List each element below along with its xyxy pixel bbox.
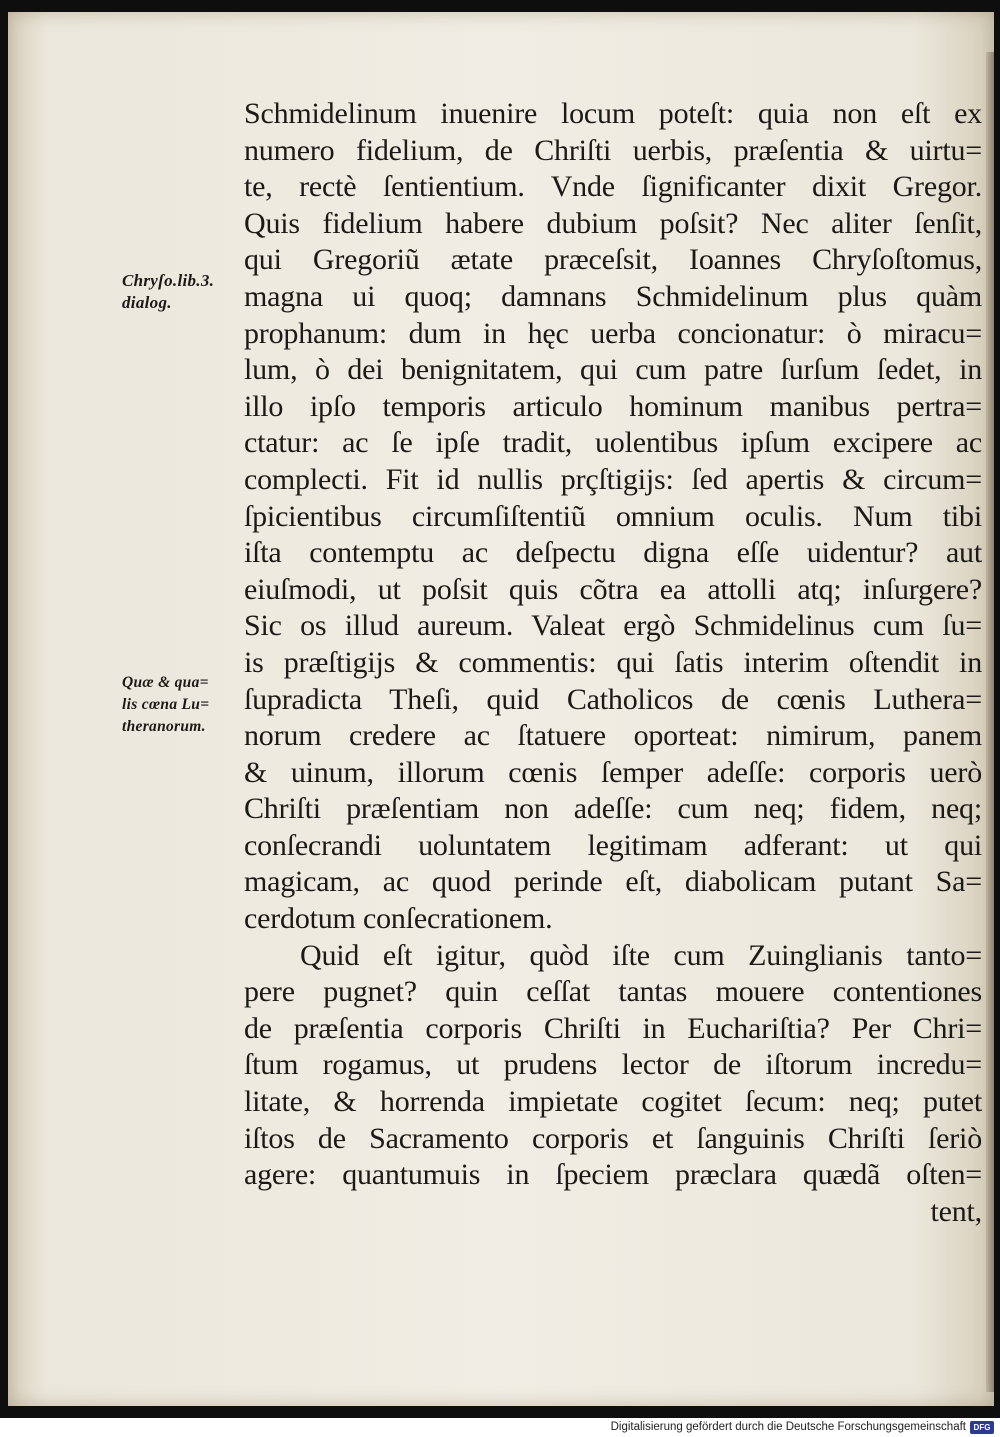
text-line-paragraph-start: Quid eſt igitur, quòd iſte cum Zuinglianis tanto= [300,938,982,972]
text-line: Schmidelinum inuenire locum poteſt: quia non eſt ex [244,97,982,130]
margin-note-line: dialog. [122,293,172,312]
funding-credit: Digitalisierung gefördert durch die Deutsche Forschungsgemeinschaft [610,1421,966,1433]
text-line: ſtum rogamus, ut prudens lector de iſtorum incredu= [244,1048,982,1082]
catchword: tent, [930,1194,982,1228]
text-line: ctatur: ac ſe ipſe tradit, uolentibus ipſum excipere ac [244,426,982,460]
text-line: numero fidelium, de Chriſti uerbis, præſentia & uirtu= [244,133,982,167]
margin-note-line: Quæ & qua= [122,674,209,691]
digitization-footer [0,1418,1000,1437]
margin-note-line: theranorum. [122,718,206,735]
text-line: agere: quantumuis in ſpeciem præclara quædã oſten= [244,1158,982,1192]
text-line: Sic os illud aureum. Valeat ergò Schmidelinus cum ſu= [244,609,982,643]
text-line: & uinum, illorum cœnis ſemper adeſſe: corporis uerò [244,755,982,789]
text-line: ſpicientibus circumſiſtentiũ omnium oculis. Num tibi [244,499,982,533]
text-line: cerdotum conſecrationem. [244,902,553,936]
text-line: is præſtigijs & commentis: qui ſatis interim oſtendit in [244,645,982,679]
dfg-logo-icon: DFG [970,1421,994,1434]
text-line: norum credere ac ſtatuere oporteat: nimirum, panem [244,719,982,753]
text-line: illo ipſo temporis articulo hominum manibus pertra= [244,389,982,423]
text-line: ſupradicta Theſi, quid Catholicos de cœnis Luthera= [244,682,982,716]
text-line: magicam, ac quod perinde eſt, diabolicam putant Sa= [244,865,982,899]
margin-note-lutheran-supper [122,672,248,738]
text-line: de præſentia corporis Chriſti in Euchariſtia? Per Chri= [244,1011,982,1045]
page-edge [986,52,994,1392]
text-line: conſecrandi uoluntatem legitimam adferant: ut qui [244,828,982,862]
text-line: prophanum: dum in hęc uerba concionatur: ò miracu= [244,316,982,350]
margin-note-line: Chryſo.lib.3. [122,271,215,290]
text-line: Quis fidelium habere dubium poſsit? Nec aliter ſenſit, [244,206,982,240]
text-line: iſta contemptu ac deſpectu digna eſſe uidentur? aut [244,536,982,570]
text-line: te, rectè ſentientium. Vnde ſignificanter dixit Gregor. [244,170,982,204]
margin-note-chrysostom [122,270,248,314]
text-line: iſtos de Sacramento corporis et ſanguinis Chriſti ſeriò [244,1121,982,1155]
text-line: pere pugnet? quin ceſſat tantas mouere contentiones [244,975,982,1009]
main-text-block [244,96,982,1230]
text-line: eiuſmodi, ut poſsit quis cõtra ea attolli atq; inſurgere? [244,572,982,606]
text-line: magna ui quoq; damnans Schmidelinum plus quàm [244,279,982,313]
text-line: complecti. Fit id nullis prçſtigijs: ſed apertis & circum= [244,462,982,496]
text-line: Chriſti præſentiam non adeſſe: cum neq; fidem, neq; [244,792,982,826]
text-line: litate, & horrenda impietate cogitet ſecum: neq; putet [244,1085,982,1119]
margin-note-line: lis cœna Lu= [122,696,210,713]
text-line: lum, ò dei benignitatem, qui cum patre ſurſum ſedet, in [244,353,982,387]
book-page [8,12,994,1406]
text-line: qui Gregoriũ ætate præceſsit, Ioannes Chryſoſtomus, [244,243,982,277]
